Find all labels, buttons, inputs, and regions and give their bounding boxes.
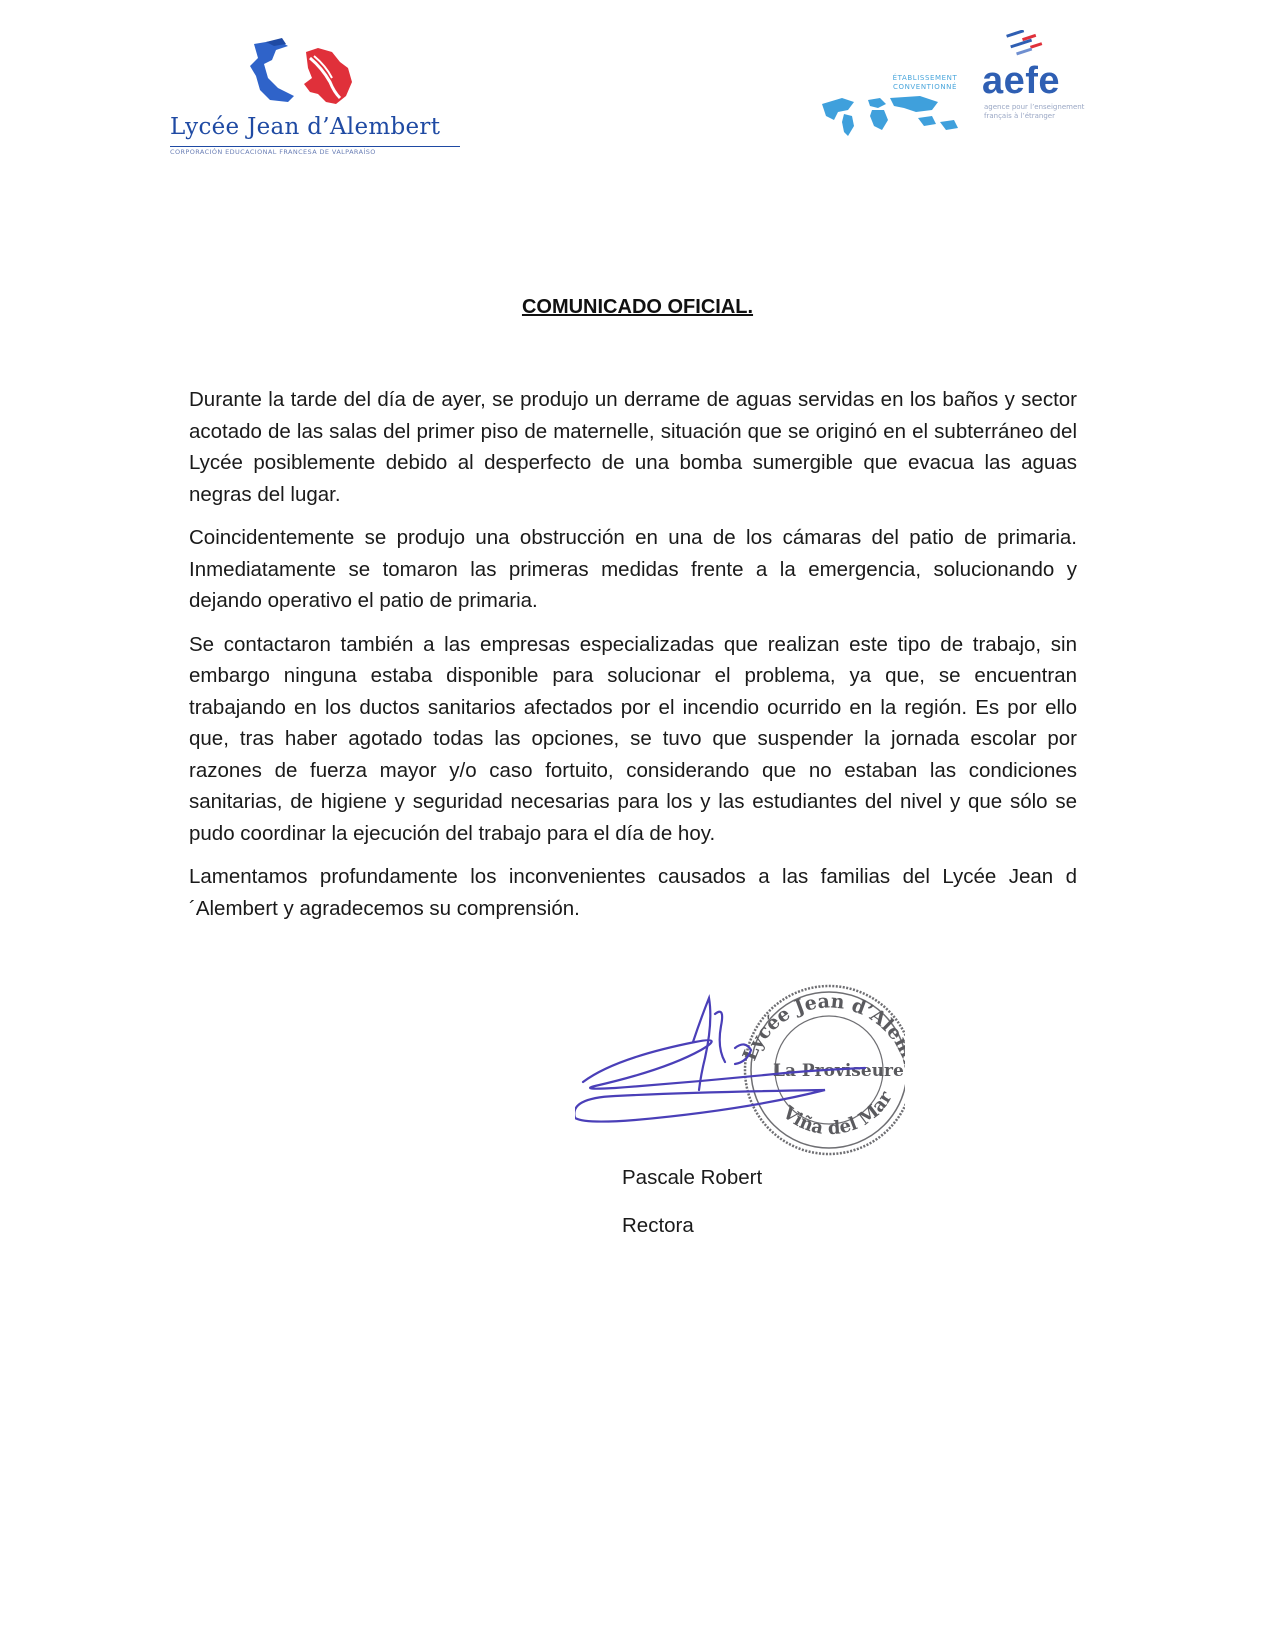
school-name: Lycée Jean d’Alembert xyxy=(170,114,441,140)
aefe-wordmark: aefe xyxy=(982,60,1061,102)
paragraph-1: Durante la tarde del día de ayer, se produjo un derrame de aguas servidas en los baños y sector acotado de las salas del primer piso de maternelle, situación que se originó en el subterráneo del Lycée posiblemente debido al desperfecto de una bomba sumergible que evacua las aguas negras del lugar. xyxy=(189,388,1077,506)
paragraph-2: Coincidentemente se produjo una obstrucción en una de los cámaras del patio de primaria. Inmediatamente se tomaron las primeras medidas frente a la emergencia, solucionando y dejando operativo el patio de primaria. xyxy=(189,526,1077,612)
school-logo xyxy=(170,38,460,158)
school-subtitle: CORPORACIÓN EDUCACIONAL FRANCESA DE VALPARAÍSO xyxy=(170,146,460,156)
school-emblem-icon xyxy=(248,38,358,110)
aefe-etablissement-label: ÉTABLISSEMENT CONVENTIONNÉ xyxy=(892,74,958,91)
aefe-subtitle: agence pour l’enseignement français à l’étranger xyxy=(984,103,1085,120)
paragraph-3: Se contactaron también a las empresas especializadas que realizan este tipo de trabajo, sin embargo ninguna estaba disponible para solucionar el problema, ya que, se encuentran trabajando en los ductos sanitarios afectados por el incendio ocurrido en la región. Es por ello que, tras haber agotado todas las opciones, se tuvo que suspender la jornada escolar por razones de fuerza mayor y/o caso fortuito, considerando que no estaban las condiciones sanitarias, de higiene y seguridad necesarias para los y las estudiantes del nivel y que sólo se pudo coordinar la ejecución del trabajo para el día de hoy. xyxy=(189,632,1077,845)
stamp-center-text: La Proviseure xyxy=(773,1061,904,1081)
official-stamp xyxy=(575,978,905,1168)
signature-area xyxy=(575,978,905,1168)
world-map-icon xyxy=(820,92,970,142)
document-body xyxy=(189,384,1077,936)
stamp-bottom-text: Viña del Mar xyxy=(778,1087,897,1140)
signatory-name: Pascale Robert xyxy=(622,1166,763,1189)
page-title: COMUNICADO OFICIAL. xyxy=(521,296,754,318)
signatory-role: Rectora xyxy=(622,1214,694,1237)
aefe-flag-stripes-icon xyxy=(1000,30,1060,58)
stamp-top-text: Lycée Jean d’Ale xyxy=(738,990,905,1064)
paragraph-4: Lamentamos profundamente los inconvenientes causados a las familias del Lycée Jean d´Alembert y agradecemos su comprensión. xyxy=(189,865,1077,920)
svg-text:Lycée Jean d’Alembert xyxy=(575,978,905,1073)
aefe-logo xyxy=(820,30,1100,150)
svg-text:Viña del Mar xyxy=(778,1087,897,1139)
